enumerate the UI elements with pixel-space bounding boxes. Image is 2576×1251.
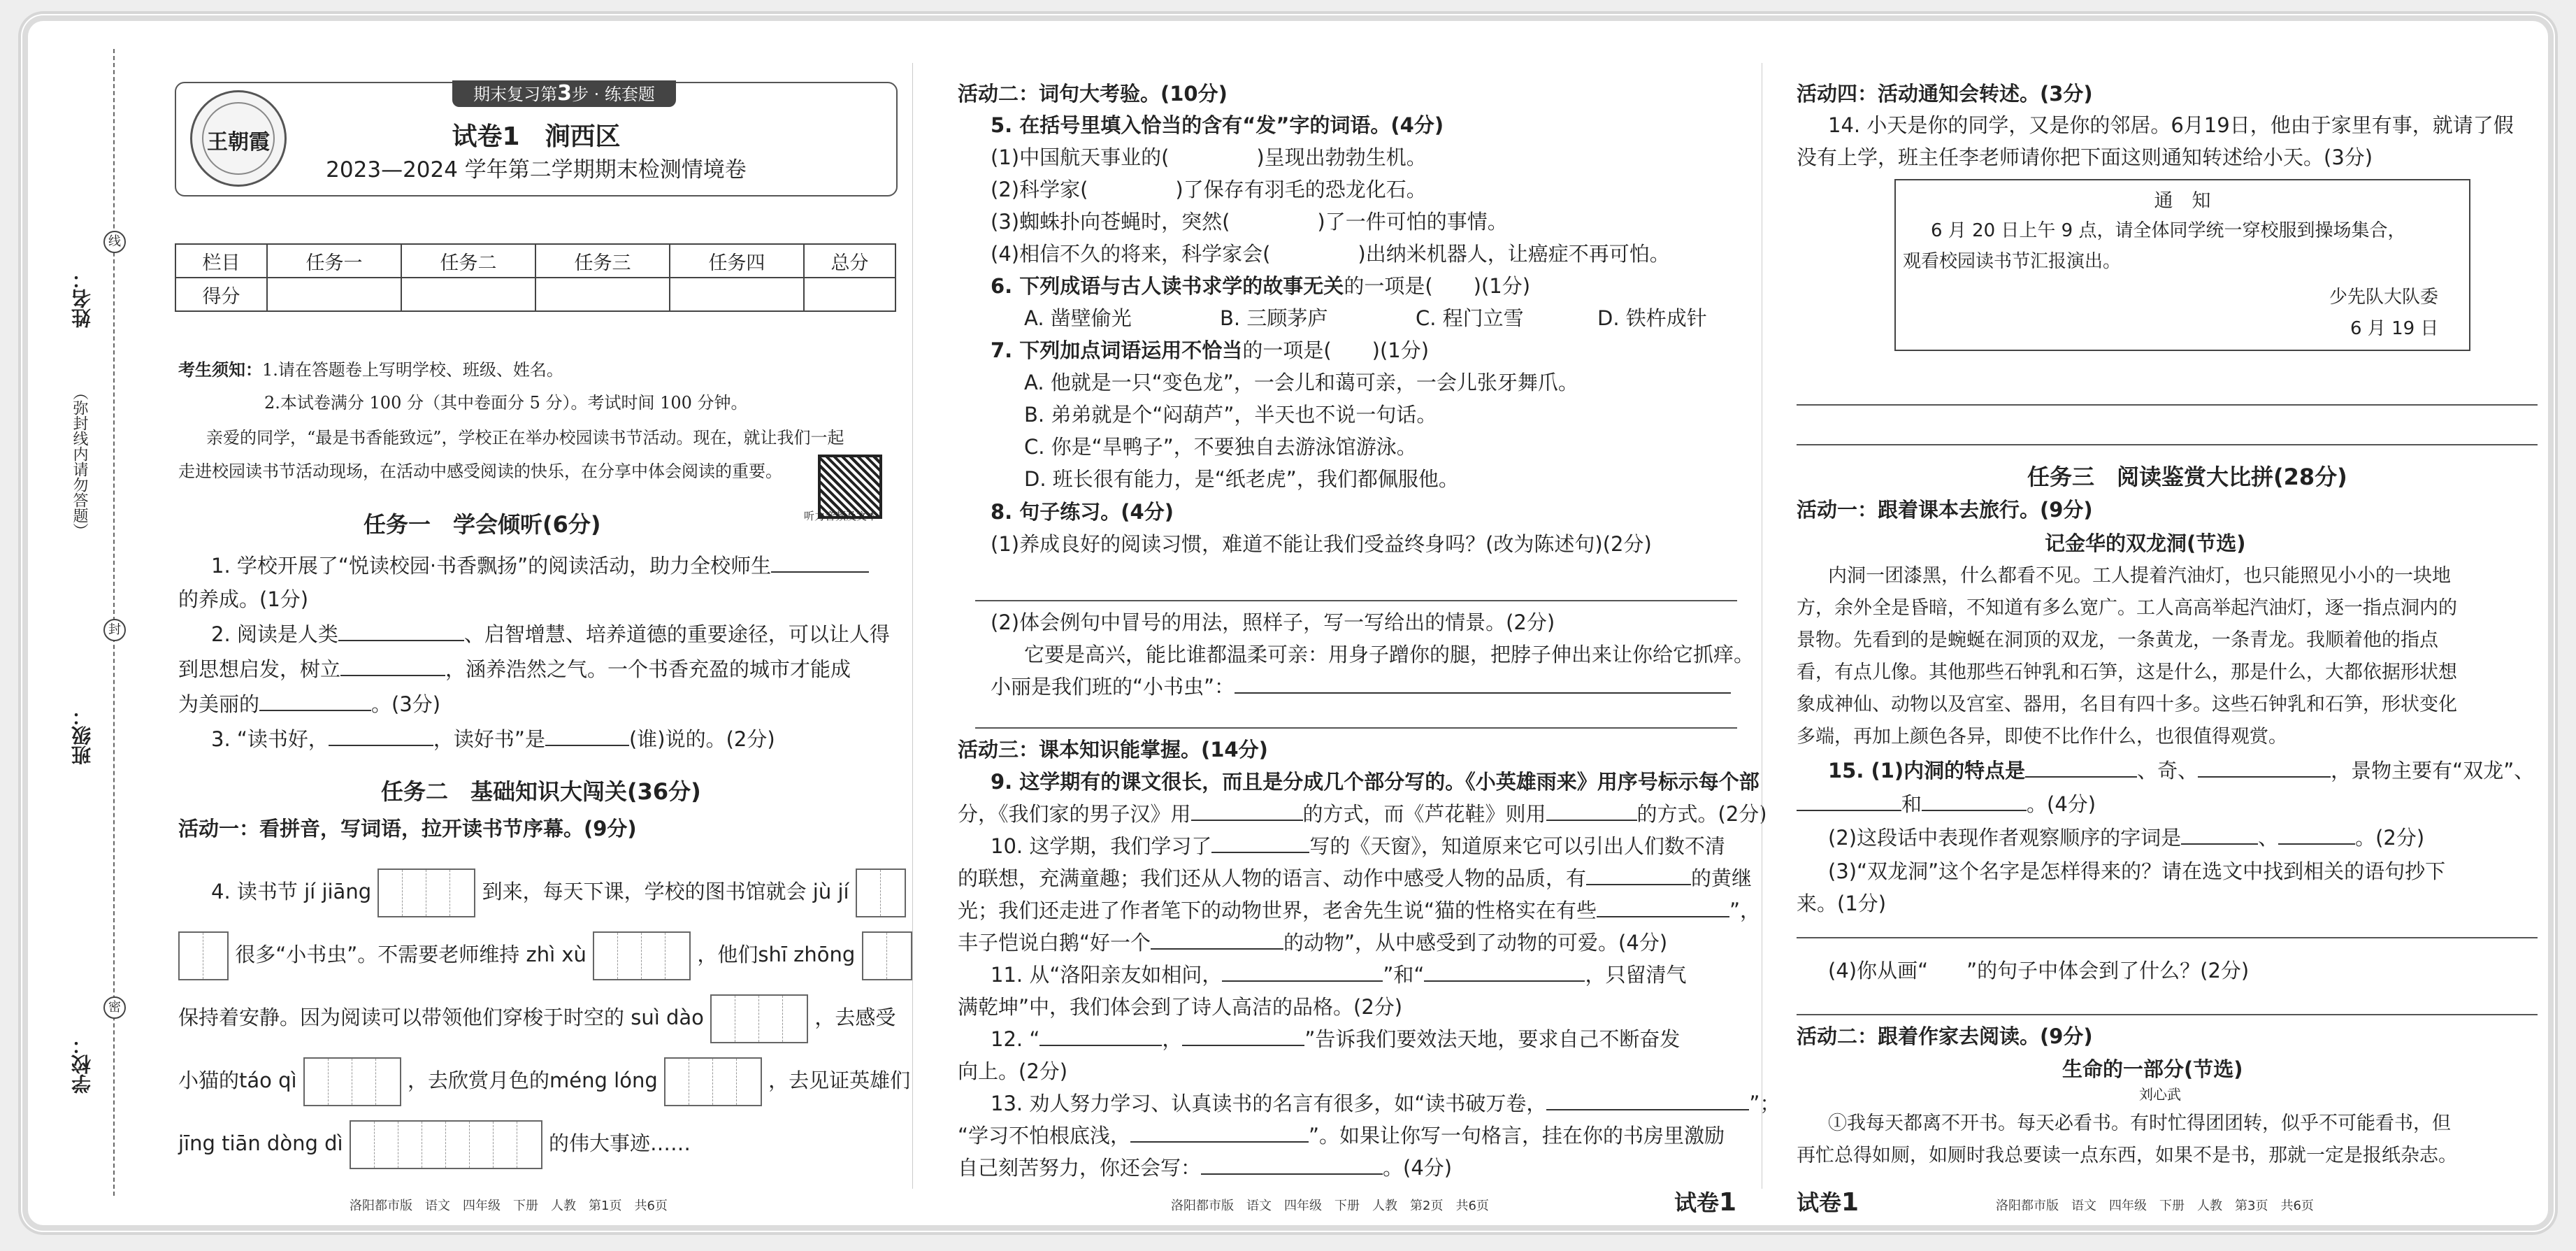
- answer-grid-juji-1[interactable]: [856, 868, 906, 917]
- q14-answer-line-2[interactable]: [1797, 444, 2538, 445]
- passage1-line-6: 多端，再加上颜色各异，即使不比作什么，也很值得观赏。: [1797, 726, 2287, 748]
- q11-blank-2[interactable]: [1424, 959, 1585, 982]
- passage2-title: 生命的一部分(节选): [2062, 1057, 2243, 1081]
- score-cell-2[interactable]: [401, 278, 535, 311]
- q3-line: 3. “读书好， ，读好书”是 (谁)说的。(2分): [211, 724, 775, 755]
- q2-blank-1[interactable]: [338, 619, 464, 641]
- q7-option-a[interactable]: A. 他就是一只“变色龙”，一会儿和蔼可亲，一会儿张牙舞爪。: [1024, 371, 1578, 394]
- notice-line-1: 考生须知：1.请在答题卷上写明学校、班级、姓名。: [178, 359, 563, 380]
- q10-blank-1[interactable]: [1211, 831, 1309, 853]
- intro-line-2: 走进校园读书节活动现场，在活动中感受阅读的快乐，在分享中体会阅读的重要。: [178, 462, 782, 481]
- school-label: 学校：: [71, 1035, 94, 1094]
- q5-item-4: (4)相信不久的将来，科学家会( )出纳米机器人，让癌症不再可怕。: [991, 242, 1670, 266]
- q6-option-b[interactable]: B. 三顾茅庐: [1220, 306, 1328, 330]
- pinyin-juji: jù jí: [812, 880, 849, 903]
- q8-answer-line-2[interactable]: [1235, 671, 1731, 694]
- name-label: 姓名：: [71, 269, 94, 328]
- q15-line-2: 和 。(4分): [1797, 789, 2096, 820]
- pinyin-menglong: méng lóng: [549, 1068, 658, 1092]
- q13-blank-2[interactable]: [1130, 1120, 1309, 1143]
- passage1-line-3: 景物。先看到的是蜿蜒在洞顶的双龙，一条黄龙，一条青龙。我顺着他的指点: [1797, 629, 2438, 651]
- q10-line-4: 丰子恺说白鹅“好一个 的动物”，从中感受到了动物的可爱。(4分): [958, 927, 1667, 958]
- q8-answer-line-1[interactable]: [975, 600, 1737, 601]
- task2-activity1: 活动一：看拼音，写词语，拉开读书节序幕。(9分): [178, 817, 637, 841]
- activity4-title: 活动四：活动通知会转述。(3分): [1797, 82, 2093, 106]
- q1-blank[interactable]: [771, 550, 869, 573]
- q13-line-2: “学习不怕根底浅， ”。如果让你写一句格言，挂在你的书房里激励: [958, 1120, 1725, 1151]
- q11-line-1: 11. 从“洛阳亲友如相问， ”和“ ，只留清气: [991, 959, 1686, 990]
- q14-line-1: 14. 小天是你的同学，又是你的邻居。6月19日，他由于家里有事，就请了假: [1828, 113, 2514, 137]
- q11-blank-1[interactable]: [1222, 959, 1383, 982]
- q7-option-c[interactable]: C. 你是“旱鸭子”，不要独自去游泳馆游泳。: [1024, 435, 1417, 459]
- score-table: [175, 243, 896, 312]
- q11-line-2: 满乾坤”中，我们体会到了诗人高洁的品格。(2分): [958, 995, 1403, 1019]
- q10-line-3: 光；我们还走进了作者笔下的动物世界，老舍先生说“猫的性格实在有些 ”，: [958, 895, 1760, 926]
- footer-page-3: 洛阳都市版 语文 四年级 下册 人教 第3页 共6页: [1996, 1199, 2314, 1213]
- paper-tag-left: 试卷1: [1797, 1188, 1859, 1217]
- paper-tag-right: 试卷1: [1674, 1188, 1737, 1217]
- q12-blank-2[interactable]: [1182, 1024, 1304, 1046]
- class-label: 班级：: [71, 706, 94, 765]
- notice-line-2: 观看校园读书节汇报演出。: [1903, 251, 2122, 272]
- exam-header: [175, 82, 898, 196]
- q2-blank-3[interactable]: [259, 689, 371, 711]
- q15-4-answer-line[interactable]: [1797, 1014, 2538, 1015]
- exam-sheet: [28, 21, 2548, 1225]
- q15-blank-1[interactable]: [2025, 755, 2137, 778]
- notice-line-1: 6 月 20 日上午 9 点，请全体同学统一穿校服到操场集合，: [1931, 220, 2406, 241]
- q13-blank-3[interactable]: [1201, 1152, 1383, 1175]
- score-cell-1[interactable]: [267, 278, 401, 311]
- score-header-task3: 任务三: [535, 244, 670, 278]
- q4-line-1: 4. 读书节 jí jiāng 到来，每天下课，学校的图书馆就会 jù jí: [211, 867, 906, 917]
- activity3-title: 活动三：课本知识能掌握。(14分): [958, 738, 1268, 762]
- q2-line-3: 为美丽的 。(3分): [178, 689, 440, 720]
- q7-stem: 7. 下列加点词语运用不恰当的一项是( )(1分): [991, 338, 1430, 362]
- task3-title: 任务三 阅读鉴赏大比拼(28分): [2027, 464, 2347, 490]
- footer-page-1: 洛阳都市版 语文 四年级 下册 人教 第1页 共6页: [350, 1199, 668, 1213]
- q13-line-3: 自己刻苦努力，你还会写： 。(4分): [958, 1152, 1452, 1183]
- q5-stem: 5. 在括号里填入恰当的含有“发”字的词语。(4分): [991, 113, 1444, 137]
- exam-subtitle: 2023—2024 学年第二学期期末检测情境卷: [326, 157, 747, 183]
- notice-title: 通 知: [2154, 190, 2211, 212]
- score-header-task2: 任务二: [401, 244, 535, 278]
- pinyin-suidao: suì dào: [631, 1006, 704, 1029]
- q9-line-2: 分，《我们家的男子汉》用 的方式，而《芦花鞋》则用 的方式。(2分): [958, 799, 1767, 829]
- score-cell-4[interactable]: [670, 278, 804, 311]
- notice-signature: 少先队大队委: [2329, 287, 2439, 308]
- q8-answer-line-3[interactable]: [975, 727, 1737, 729]
- q2-line-1: 2. 阅读是人类 、启智增慧、培养道德的重要途径，可以让人得: [211, 619, 890, 650]
- score-header-col: 栏目: [175, 244, 267, 278]
- q4-line-4: 小猫的táo qì ，去欣赏月色的méng lóng ，去见证英雄们: [178, 1056, 910, 1106]
- q5-item-1: (1)中国航天事业的( )呈现出勃勃生机。: [991, 145, 1427, 169]
- q15-item-3-line-2: 来。(1分): [1797, 892, 1887, 915]
- q14-line-2: 没有上学，班主任李老师请你把下面这则通知转述给小天。(3分): [1797, 145, 2373, 169]
- q10-line-2: 的联想，充满童趣；我们还从人物的语言、动作中感受人物的品质，有 的黄继: [958, 863, 1752, 894]
- answer-grid-zhixu[interactable]: [593, 931, 691, 980]
- q10-blank-4[interactable]: [1151, 927, 1283, 950]
- q1-line-2: 的养成。(1分): [178, 587, 309, 611]
- q2-line-2: 到思想启发，树立 ，涵养浩然之气。一个书香充盈的城市才能成: [178, 654, 851, 685]
- q5-item-2: (2)科学家( )了保存有羽毛的恐龙化石。: [991, 178, 1427, 201]
- score-cell-3[interactable]: [535, 278, 670, 311]
- q4-line-2: 很多“小书虫”。不需要老师维持 zhì xù ，他们shī zhōng: [178, 930, 912, 980]
- activity2-title: 活动二：词句大考验。(10分): [958, 82, 1228, 106]
- q4-line-3: 保持着安静。因为阅读可以带领他们穿梭于时空的 suì dào ，去感受: [178, 993, 895, 1043]
- column-divider-1: [912, 63, 913, 1189]
- exam-title: 试卷1 涧西区: [452, 122, 621, 151]
- q6-option-d[interactable]: D. 铁杵成针: [1597, 306, 1707, 330]
- q15-2-blank-2[interactable]: [2278, 822, 2355, 845]
- q14-answer-line-1[interactable]: [1797, 404, 2538, 406]
- notice-date: 6 月 19 日: [2350, 318, 2439, 339]
- qr-caption: 听力音频及文本: [804, 510, 878, 522]
- pinyin-zhixu: zhì xù: [526, 943, 587, 966]
- q12-line-2: 向上。(2分): [958, 1059, 1068, 1083]
- passage1-title: 记金华的双龙洞(节选): [2045, 531, 2246, 555]
- q10-blank-3[interactable]: [1597, 895, 1729, 917]
- q5-item-3: (3)蜘蛛扑向苍蝇时，突然( )了一件可怕的事情。: [991, 210, 1508, 234]
- q3-blank-1[interactable]: [329, 724, 433, 746]
- answer-grid-juji-2[interactable]: [178, 931, 229, 980]
- q13-blank-1[interactable]: [1546, 1088, 1749, 1110]
- q15-blank-4[interactable]: [1922, 789, 2027, 811]
- pinyin-taoqi: táo qì: [239, 1068, 297, 1092]
- pinyin-jingtiandongdi: jīng tiān dòng dì: [178, 1131, 343, 1155]
- q15-item-3-line-1: (3)“双龙洞”这个名字是怎样得来的？请在选文中找到相关的语句抄下: [1828, 859, 2446, 883]
- q3-blank-2[interactable]: [545, 724, 629, 746]
- q6-option-c[interactable]: C. 程门立雪: [1416, 306, 1524, 330]
- task3-activity2: 活动二：跟着作家去阅读。(9分): [1797, 1024, 2093, 1048]
- answer-grid-menglong[interactable]: [664, 1057, 762, 1106]
- q9-blank-1[interactable]: [1191, 799, 1303, 821]
- q15-blank-3[interactable]: [1797, 789, 1901, 811]
- q1-line-1: 1. 学校开展了“悦读校园·书香飘扬”的阅读活动，助力全校师生: [211, 550, 869, 581]
- seal-note: （弥封线内请勿答题）: [71, 385, 88, 538]
- q12-line-1: 12. “ ， ”告诉我们要效法天地，要求自己不断奋发: [991, 1024, 1680, 1055]
- q7-option-b[interactable]: B. 弟弟就是个“闷葫芦”，半天也不说一句话。: [1024, 403, 1437, 427]
- q15-2-blank-1[interactable]: [2181, 822, 2258, 845]
- answer-grid-suidao[interactable]: [710, 994, 808, 1043]
- q15-3-answer-line[interactable]: [1797, 937, 2538, 938]
- score-header-total: 总分: [804, 244, 895, 278]
- passage2-line-2: 再忙总得如厕，如厕时我总要读一点东西，如果不是书，那就一定是报纸杂志。: [1797, 1145, 2457, 1166]
- score-cell-total[interactable]: [804, 278, 895, 311]
- notice-line-2: 2.本试卷满分 100 分（其中卷面分 5 分）。考试时间 100 分钟。: [264, 393, 748, 413]
- brand-logo: 王朝霞: [190, 90, 287, 187]
- score-header-task1: 任务一: [267, 244, 401, 278]
- passage1-line-5: 象成神仙、动物以及宫室、器用，名目有四十多。这些石钟乳和石笋，形状变化: [1797, 694, 2457, 715]
- q10-blank-2[interactable]: [1586, 863, 1691, 885]
- q4-line-5: jīng tiān dòng dì 的伟大事迹……: [178, 1119, 691, 1169]
- q8-example: 它要是高兴，能比谁都温柔可亲：用身子蹭你的腿，把脖子伸出来让你给它抓痒。: [1024, 643, 1755, 666]
- q8-sentence: 小丽是我们班的“小书虫”：: [991, 671, 1731, 702]
- q15-blank-2[interactable]: [2198, 755, 2331, 778]
- footer-page-2: 洛阳都市版 语文 四年级 下册 人教 第2页 共6页: [1171, 1199, 1489, 1213]
- q2-blank-2[interactable]: [340, 654, 445, 676]
- passage1-line-4: 看，有点儿像。其他那些石钟乳和石笋，这是什么，那是什么，大都依据形状想: [1797, 662, 2457, 683]
- q10-line-1: 10. 这学期，我们学习了 写的《天窗》，知道原来它可以引出人们数不清: [991, 831, 1725, 862]
- notice-box: [1894, 179, 2470, 351]
- q9-line-1: 9. 这学期有的课文很长，而且是分成几个部分写的。《小英雄雨来》用序号标示每个部: [991, 770, 1760, 794]
- seal-circle-2: 封: [103, 619, 126, 641]
- answer-grid-taoqi[interactable]: [303, 1057, 401, 1106]
- score-header-task4: 任务四: [670, 244, 804, 278]
- q12-blank-1[interactable]: [1039, 1024, 1162, 1046]
- q7-option-d[interactable]: D. 班长很有能力，是“纸老虎”，我们都佩服他。: [1024, 467, 1459, 491]
- q6-stem: 6. 下列成语与古人读书求学的故事无关的一项是( )(1分): [991, 274, 1531, 298]
- passage2-line-1: ①我每天都离不开书。每天必看书。有时忙得团团转，似乎不可能看书，但: [1828, 1113, 2451, 1134]
- answer-grid-jingtiandongdi[interactable]: [350, 1120, 542, 1169]
- q9-blank-2[interactable]: [1546, 799, 1637, 821]
- q8-stem: 8. 句子练习。(4分): [991, 500, 1174, 524]
- q15-item-4: (4)你从画“ ”的句子中体会到了什么？(2分): [1828, 959, 2250, 982]
- q8-item-1: (1)养成良好的阅读习惯，难道不能让我们受益终身吗？(改为陈述句)(2分): [991, 532, 1652, 556]
- answer-grid-jijiang[interactable]: [377, 868, 475, 917]
- seal-circle-1: 线: [103, 231, 126, 253]
- q15-item-2: (2)这段话中表现作者观察顺序的字词是 、 。(2分): [1828, 822, 2424, 853]
- pinyin-shizhong: shī zhōng: [758, 943, 856, 966]
- answer-grid-shizhong[interactable]: [862, 931, 912, 980]
- seal-circle-3: 密: [103, 996, 126, 1019]
- intro-line-1: 亲爱的同学，“最是书香能致远”，学校正在举办校园读书节活动。现在，就让我们一起: [206, 428, 844, 448]
- task3-activity1: 活动一：跟着课本去旅行。(9分): [1797, 498, 2093, 522]
- review-banner: 期末复习第3步 · 练套题: [452, 80, 676, 107]
- task2-title: 任务二 基础知识大闯关(36分): [381, 778, 701, 805]
- binding-strip: [28, 21, 133, 1225]
- q13-line-1: 13. 劝人努力学习、认真读书的名言有很多，如“读书破万卷， ”；: [991, 1088, 1780, 1119]
- q6-option-a[interactable]: A. 凿壁偷光: [1024, 306, 1132, 330]
- pinyin-jijiang: jí jiāng: [304, 880, 372, 903]
- task1-title: 任务一 学会倾听(6分): [364, 511, 601, 538]
- passage1-line-1: 内洞一团漆黑，什么都看不见。工人提着汽油灯，也只能照见小小的一块地: [1828, 565, 2451, 587]
- q8-item-2: (2)体会例句中冒号的用法，照样子，写一写给出的情景。(2分): [991, 610, 1555, 634]
- passage2-author: 刘心武: [2139, 1086, 2181, 1103]
- score-row-label: 得分: [175, 278, 267, 311]
- q15-line-1: 15. (1)内洞的特点是 、奇、 ，景物主要有“双龙”、: [1828, 755, 2534, 786]
- passage1-line-2: 方，余外全是昏暗，不知道有多么宽广。工人高高举起汽油灯，逐一指点洞内的: [1797, 597, 2457, 619]
